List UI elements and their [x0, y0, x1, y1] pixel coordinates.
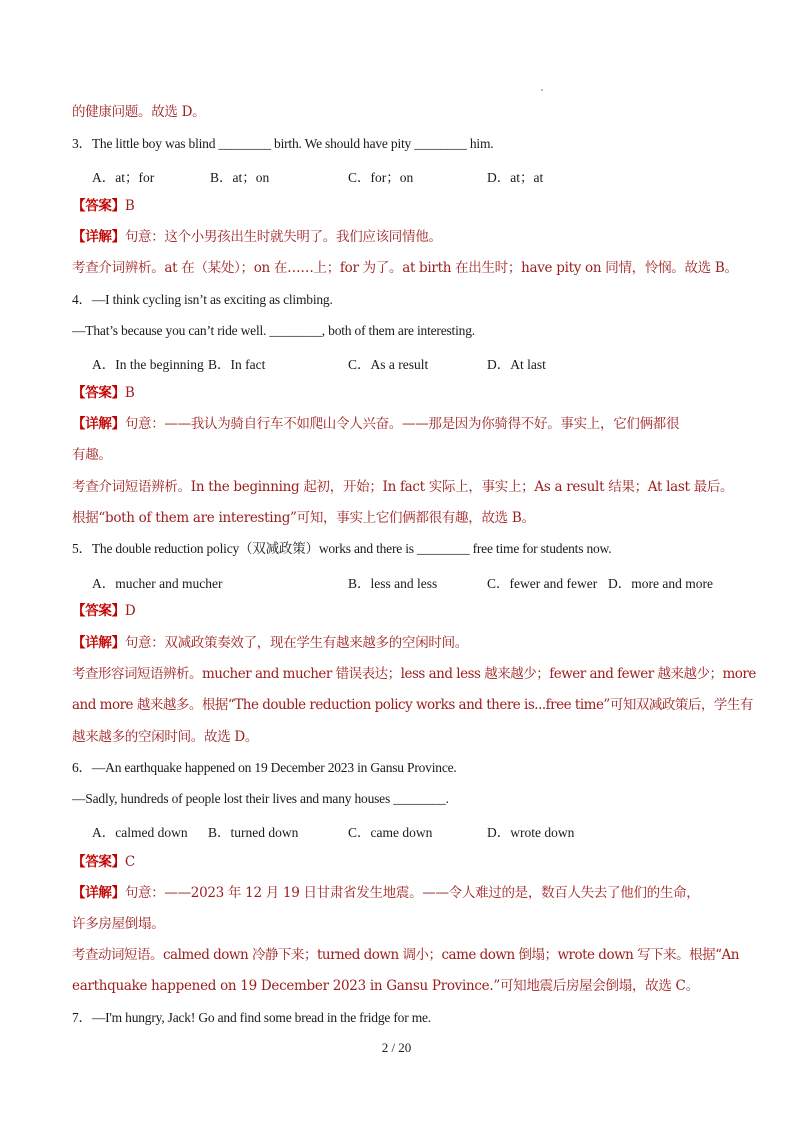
answer-tag: 【答案】	[72, 385, 125, 401]
option-4a: A．In the beginning	[92, 357, 204, 372]
explanation-4-cont: 根据“both of them are interesting”可知，事实上它们俩都很有趣，故选 B。	[72, 510, 535, 526]
option-4d: D．At last	[487, 357, 546, 372]
answer-tag: 【答案】	[72, 854, 125, 870]
explanation-5-end: 越来越多的空闲时间。故选 D。	[72, 729, 259, 745]
option-5b: B．less and less	[348, 576, 438, 591]
explanation-line: 的健康问题。故选 D。	[72, 104, 206, 120]
answer-3	[72, 197, 134, 215]
detail-4-cont: 有趣。	[72, 447, 112, 463]
option-6b: B．turned down	[208, 825, 299, 840]
detail-tag: 【详解】	[72, 229, 125, 245]
option-6d: D．wrote down	[487, 825, 575, 840]
option-6c: C．came down	[348, 825, 433, 840]
explanation-5: 考查形容词短语辨析。mucher and mucher 错误表达；less and less 越来越少；fewer and fewer 越来越少；more	[72, 666, 756, 682]
question-7: 7．—I'm hungry, Jack! Go and find some bread in the fridge for me.	[72, 1010, 431, 1025]
option-5c: C．fewer and fewer	[487, 576, 598, 591]
explanation-4: 考查介词短语辨析。In the beginning 起初，开始；In fact 实际上，事实上；As a result 结果；At last 最后。	[72, 479, 734, 495]
detail-3	[72, 228, 442, 246]
answer-value: B	[124, 385, 135, 401]
page-number: 2 / 20	[381, 1040, 412, 1055]
option-3a: A．at；for	[92, 170, 155, 185]
detail-text: 句意：双减政策奏效了，现在学生有越来越多的空闲时间。	[124, 635, 469, 651]
detail-4	[72, 415, 679, 433]
option-4b: B．In fact	[208, 357, 266, 372]
answer-value: D	[124, 603, 136, 619]
option-4c: C．As a result	[348, 357, 429, 372]
explanation-6-cont: earthquake happened on 19 December 2023 in Gansu Province.”可知地震后房屋会倒塌，故选 C。	[72, 978, 699, 994]
option-5d: D．more and more	[608, 576, 713, 591]
option-3d: D．at；at	[487, 170, 544, 185]
explanation-3: 考查介词辨析。at 在（某处）；on 在……上；for 为了。at birth 在出生时；have pity on 同情，怜悯。故选 B。	[72, 260, 738, 276]
answer-value: B	[124, 198, 135, 214]
detail-tag: 【详解】	[72, 416, 125, 432]
question-5: 5．The double reduction policy（双减政策）works and there is ________ free time for students now.	[72, 541, 612, 556]
question-6-reply: —Sadly, hundreds of people lost their lives and many houses ________.	[72, 791, 449, 806]
option-5a: A．mucher and mucher	[92, 576, 223, 591]
detail-text: 句意：这个小男孩出生时就失明了。我们应该同情他。	[124, 229, 442, 245]
detail-6	[72, 884, 699, 902]
option-3b: B．at；on	[210, 170, 270, 185]
question-4-reply: —That’s because you can’t ride well. ________, both of them are interesting.	[72, 323, 475, 338]
detail-text: 句意：——我认为骑自行车不如爬山令人兴奋。——那是因为你骑得不好。事实上，它们俩都很	[124, 416, 680, 432]
detail-tag: 【详解】	[72, 635, 125, 651]
answer-6	[72, 853, 135, 871]
detail-text: 句意：——2023 年 12 月 19 日甘肃省发生地震。——令人难过的是，数百人失去了他们的生命，	[124, 885, 700, 901]
answer-value: C	[124, 854, 135, 870]
detail-tag: 【详解】	[72, 885, 125, 901]
answer-tag: 【答案】	[72, 603, 125, 619]
scan-dot	[541, 89, 543, 91]
answer-5	[72, 602, 135, 620]
question-4: 4．—I think cycling isn’t as exciting as climbing.	[72, 292, 333, 307]
question-3: 3．The little boy was blind ________ birth. We should have pity ________ him.	[72, 136, 494, 151]
answer-tag: 【答案】	[72, 198, 125, 214]
explanation-6: 考查动词短语。calmed down 冷静下来；turned down 调小；came down 倒塌；wrote down 写下来。根据“An	[72, 947, 739, 963]
option-3c: C．for；on	[348, 170, 414, 185]
detail-5	[72, 634, 468, 652]
explanation-5-cont: and more 越来越多。根据“The double reduction policy works and there is...free time”可知双减政策后，学生有	[72, 697, 753, 713]
detail-6-cont: 许多房屋倒塌。	[72, 916, 165, 932]
question-6: 6．—An earthquake happened on 19 December 2023 in Gansu Province.	[72, 760, 457, 775]
option-6a: A．calmed down	[92, 825, 188, 840]
answer-4	[72, 384, 134, 402]
